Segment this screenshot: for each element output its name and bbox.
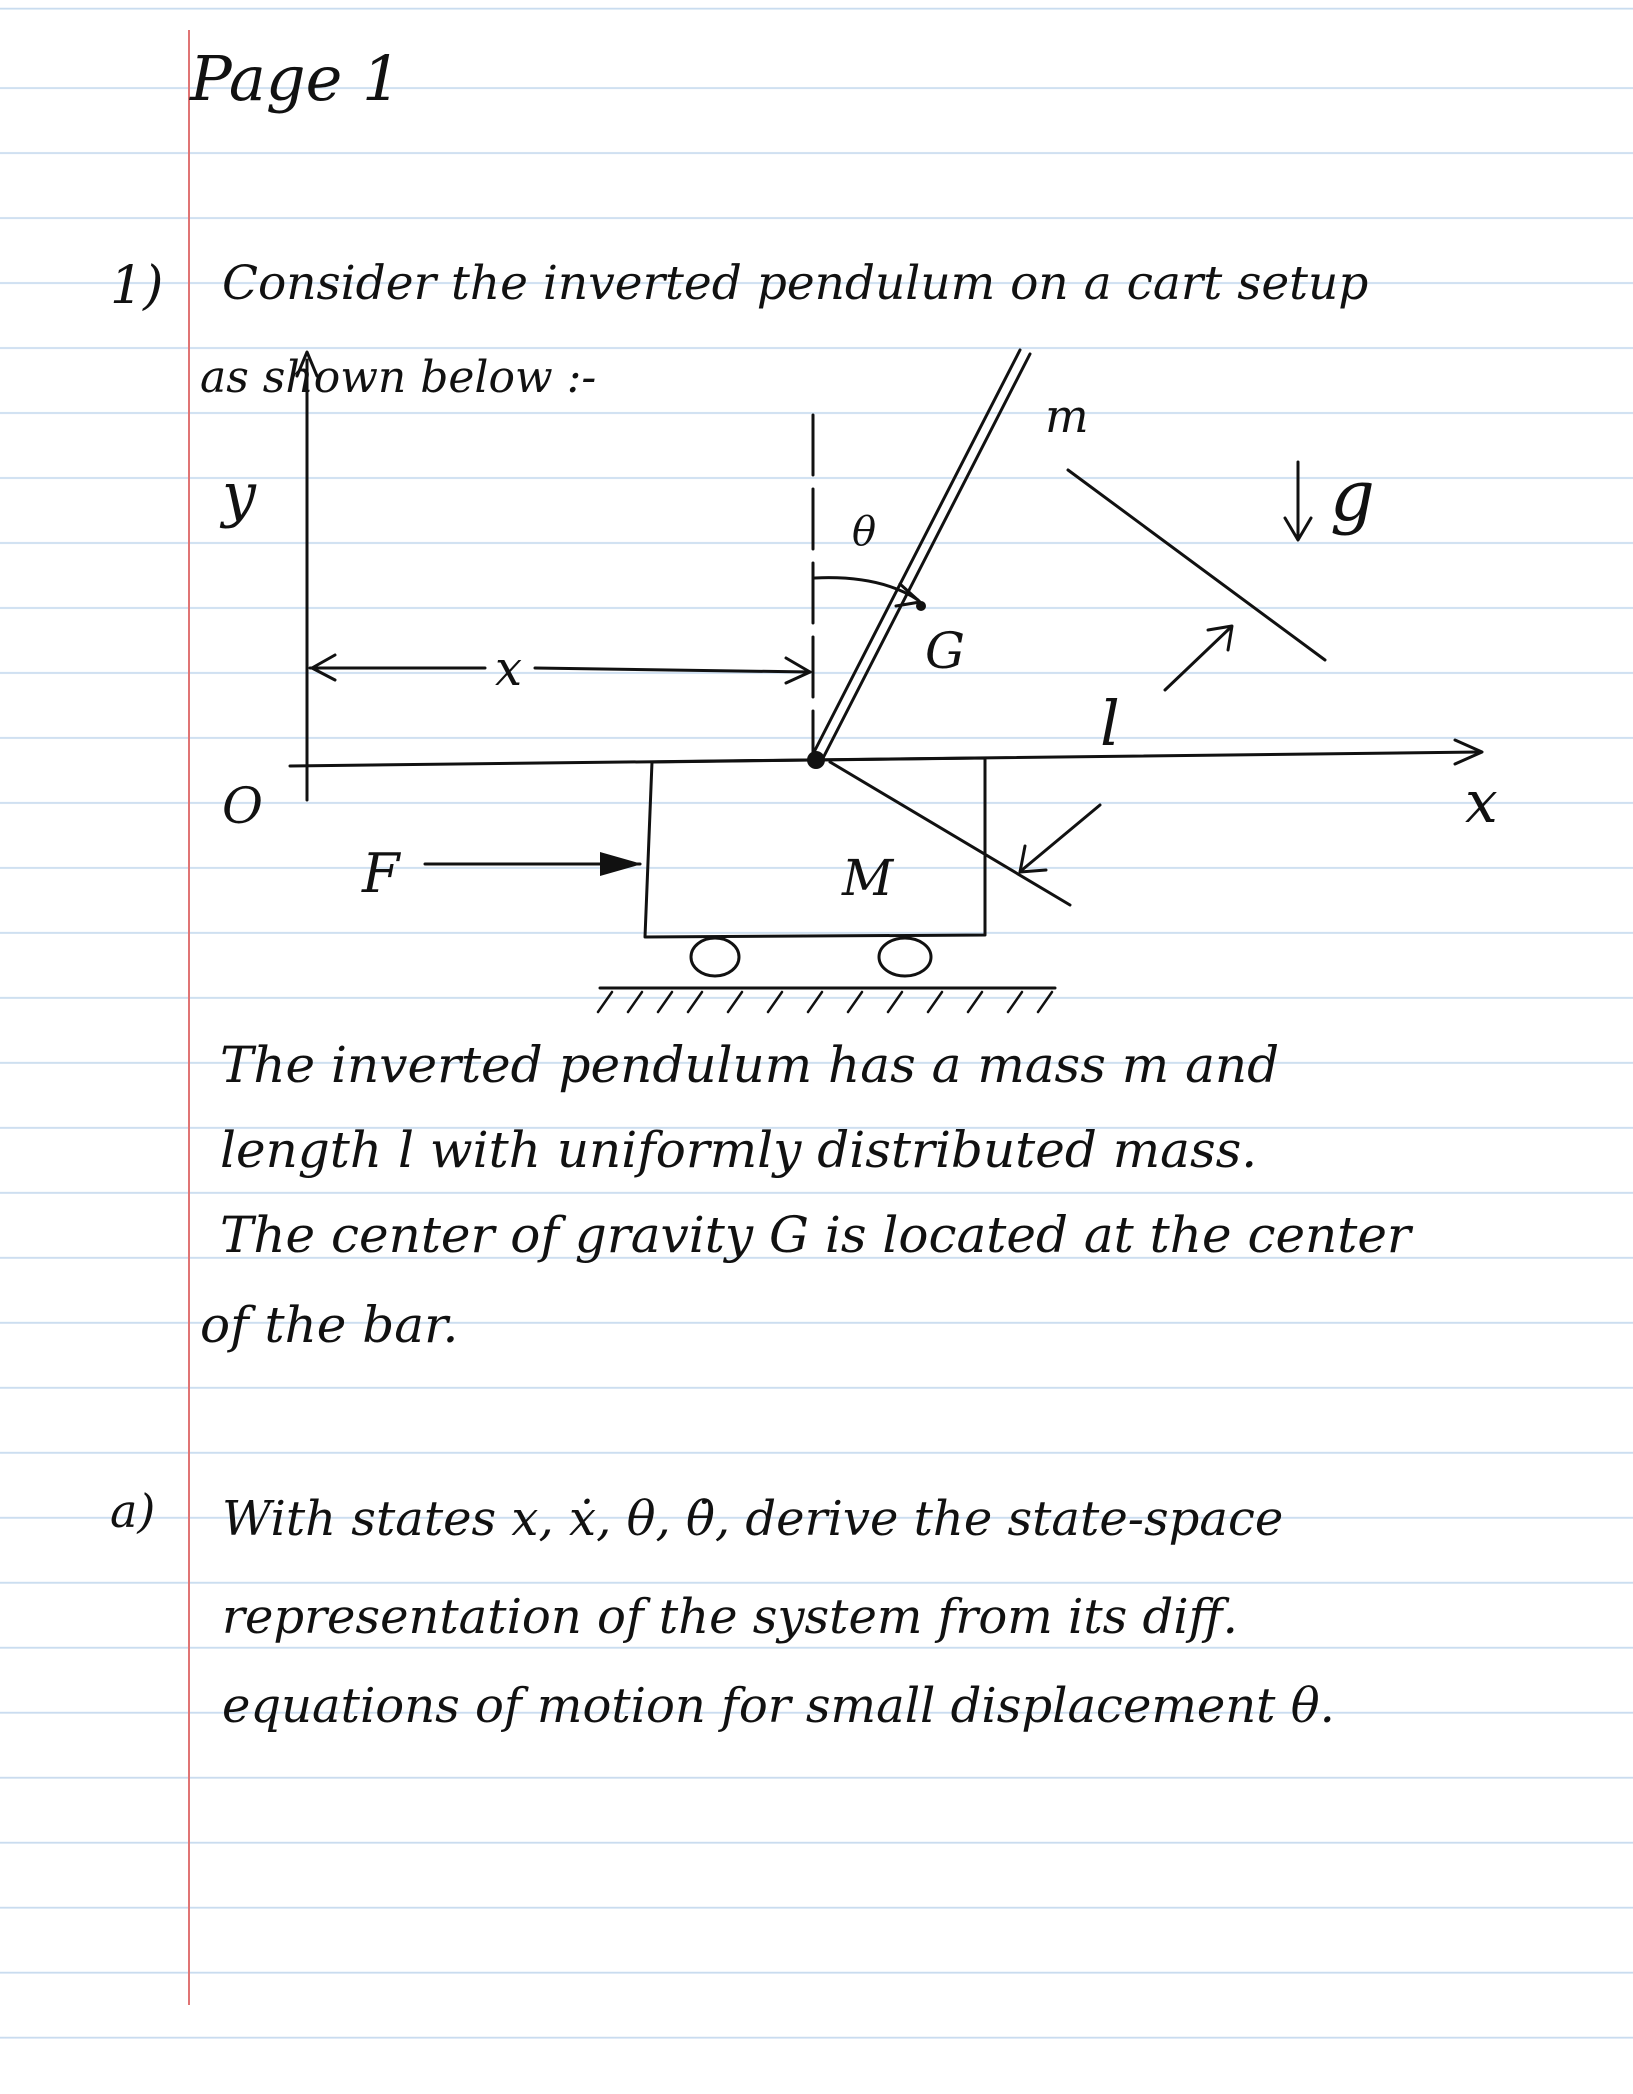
description-line: of the bar.: [200, 1296, 459, 1354]
angle-label: θ: [852, 509, 877, 555]
pendulum-mass-label: m: [1045, 389, 1089, 443]
margin-line: [188, 30, 190, 2005]
cart-position-label: x: [495, 641, 523, 697]
question-number: 1): [110, 256, 164, 316]
cart-mass-label: M: [842, 849, 894, 907]
force-label: F: [362, 842, 400, 905]
description-line: The inverted pendulum has a mass m and: [220, 1036, 1280, 1094]
question-intro-line: as shown below :-: [200, 352, 597, 403]
part-a-line: equations of motion for small displacement θ.: [222, 1678, 1335, 1734]
description-line: length l with uniformly distributed mass.: [220, 1121, 1258, 1179]
y-axis-label: y: [222, 460, 256, 530]
page-title: Page 1: [190, 42, 402, 115]
gravity-label: g: [1330, 455, 1375, 537]
part-a-label: a): [110, 1484, 156, 1538]
length-label: l: [1100, 687, 1120, 760]
part-a-line: representation of the system from its diff.: [222, 1589, 1238, 1645]
x-axis-label: x: [1465, 768, 1498, 836]
center-of-gravity-label: G: [925, 622, 965, 680]
question-intro-line: Consider the inverted pendulum on a cart setup: [222, 256, 1369, 311]
part-a-line: With states x, ẋ, θ, θ̇, derive the state-space: [222, 1491, 1284, 1547]
description-line: The center of gravity G is located at the center: [220, 1206, 1411, 1264]
origin-label: O: [222, 777, 263, 835]
